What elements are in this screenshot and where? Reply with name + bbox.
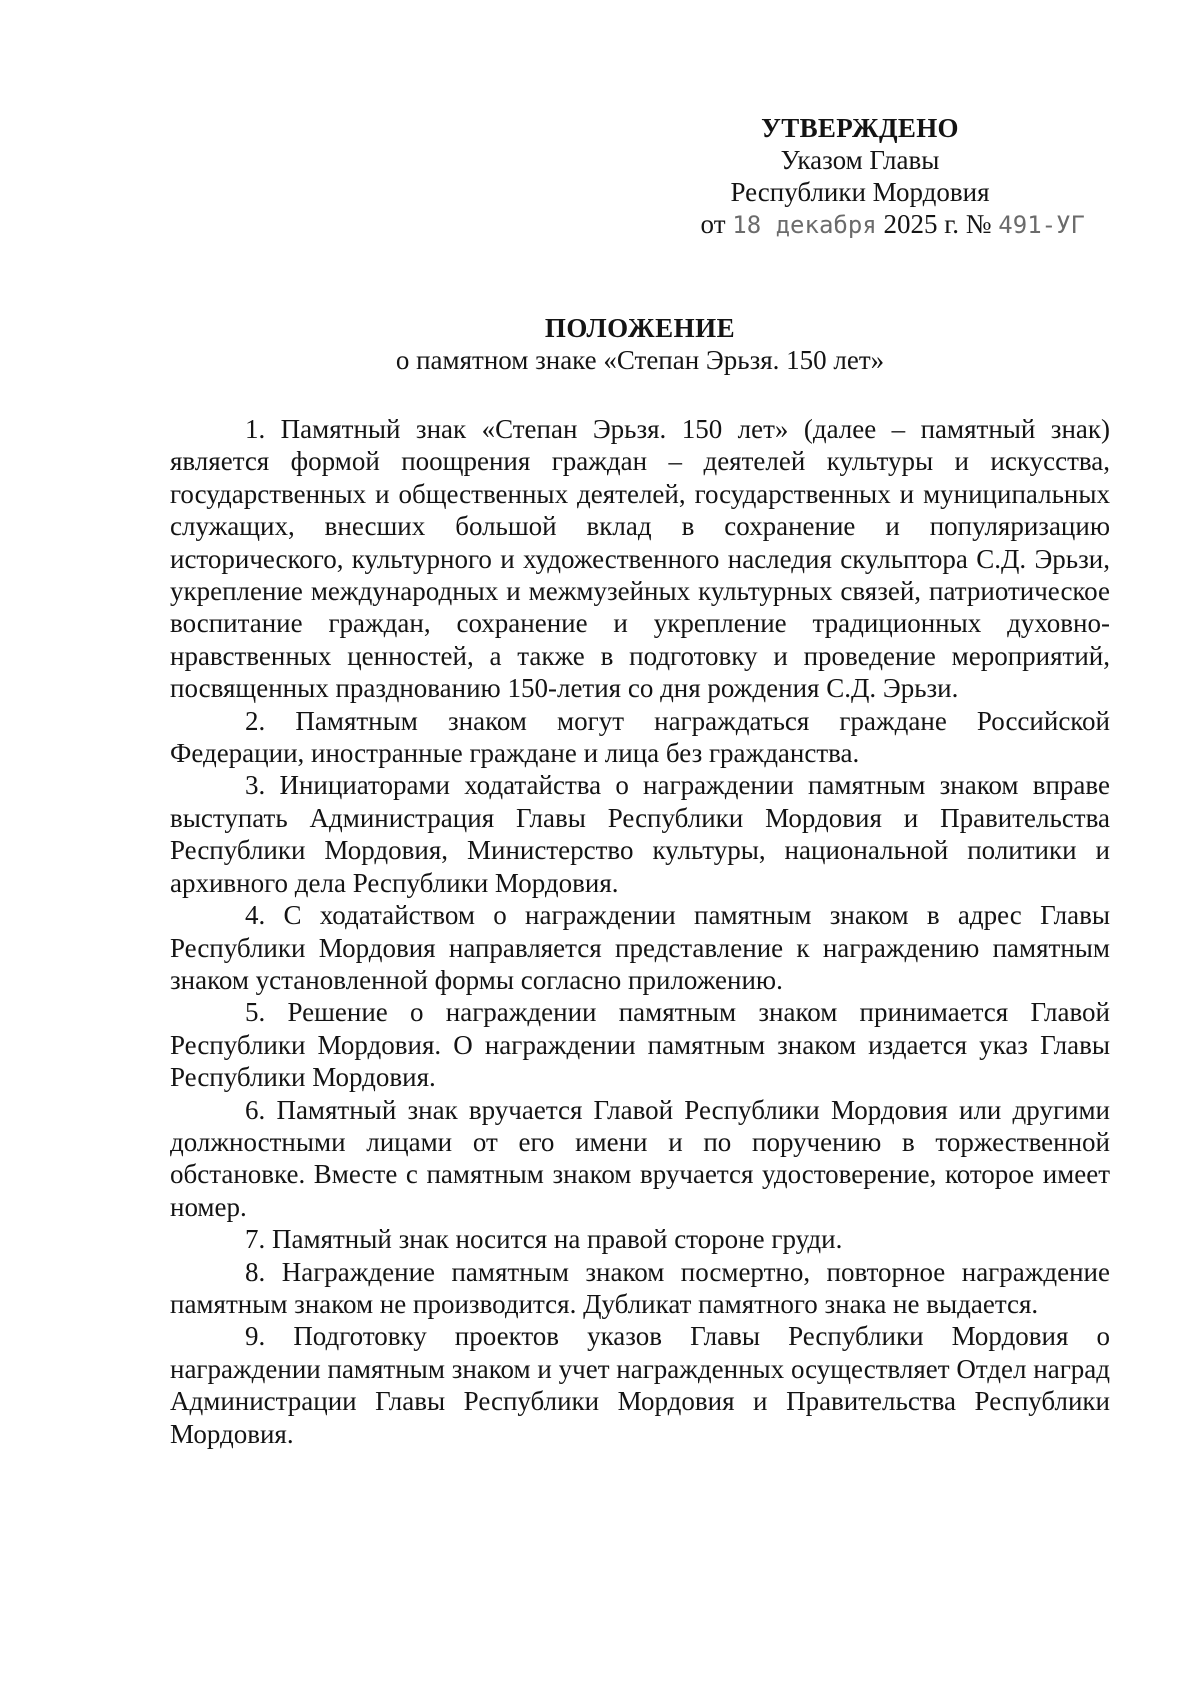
approval-stamp: УТВЕРЖДЕНО	[761, 113, 959, 143]
paragraph-7: 7. Памятный знак носится на правой стороне груди.	[245, 1224, 843, 1255]
paragraph-5: 5. Решение о награждении памятным знаком принимается Главой Республики Мордовия. О награждении памятным знаком издается указ Главы Республики Мордовия.	[170, 997, 1110, 1093]
approval-line-decree: Указом Главы	[780, 145, 940, 175]
title-block	[160, 312, 1120, 376]
approval-line-republic: Республики Мордовия	[730, 177, 990, 207]
paragraph-2: 2. Памятным знаком могут награждаться граждане Российской Федерации, иностранные граждане и лица без гражданства.	[170, 705, 1110, 769]
paragraph-4: 4. С ходатайством о награждении памятным знаком в адрес Главы Республики Мордовия направляется представление к награждению памятным знаком установленной формы согласно приложению.	[170, 900, 1110, 995]
date-prefix: от	[700, 209, 726, 239]
document-body	[170, 413, 1110, 1450]
decree-date: 18 декабря	[732, 211, 877, 239]
paragraph-9: 9. Подготовку проектов указов Главы Республики Мордовия о награждении памятным знаком и учет награжденных осуществляет Отдел наград Администрации Главы Республики Мордовия и Правительства Республики Мордовия.	[170, 1321, 1110, 1449]
paragraph-6: 6. Памятный знак вручается Главой Республики Мордовия или другими должностными лицами от его имени и по поручению в торжественной обстановке. Вместе с памятным знаком вручается удостоверение, которое имеет номер.	[170, 1094, 1110, 1222]
approval-block	[620, 112, 1100, 241]
paragraph-8: 8. Награждение памятным знаком посмертно, повторное награждение памятным знаком не производится. Дубликат памятного знака не выдается.	[170, 1256, 1110, 1319]
decree-number: 491-УГ	[998, 211, 1085, 239]
approval-date-line	[620, 208, 1100, 241]
document-subtitle: о памятном знаке «Степан Эрьзя. 150 лет»	[395, 345, 885, 375]
paragraph-3: 3. Инициаторами ходатайства о награждении памятным знаком вправе выступать Администрация Главы Республики Мордовия и Правительства Республики Мордовия, Министерство культуры, национальной политики и архивного дела Республики Мордовия.	[170, 770, 1110, 898]
document-title: ПОЛОЖЕНИЕ	[544, 313, 736, 343]
date-suffix: 2025 г. №	[883, 209, 992, 239]
paragraph-1: 1. Памятный знак «Степан Эрьзя. 150 лет» (далее – памятный знак) является формой поощрения граждан – деятелей культуры и искусства, государственных и общественных деятелей, государственных и муниципальных служащих, внесших большой вклад в сохранение и популяризацию исторического, культурного и художественного наследия скульптора С.Д. Эрьзи, укрепление международных и межмузейных культурных связей, патриотическое воспитание граждан, сохранение и укрепление традиционных духовно-нравственных ценностей, а также в подготовку и проведение мероприятий, посвященных празднованию 150-летия со дня рождения С.Д. Эрьзи.	[170, 414, 1110, 704]
